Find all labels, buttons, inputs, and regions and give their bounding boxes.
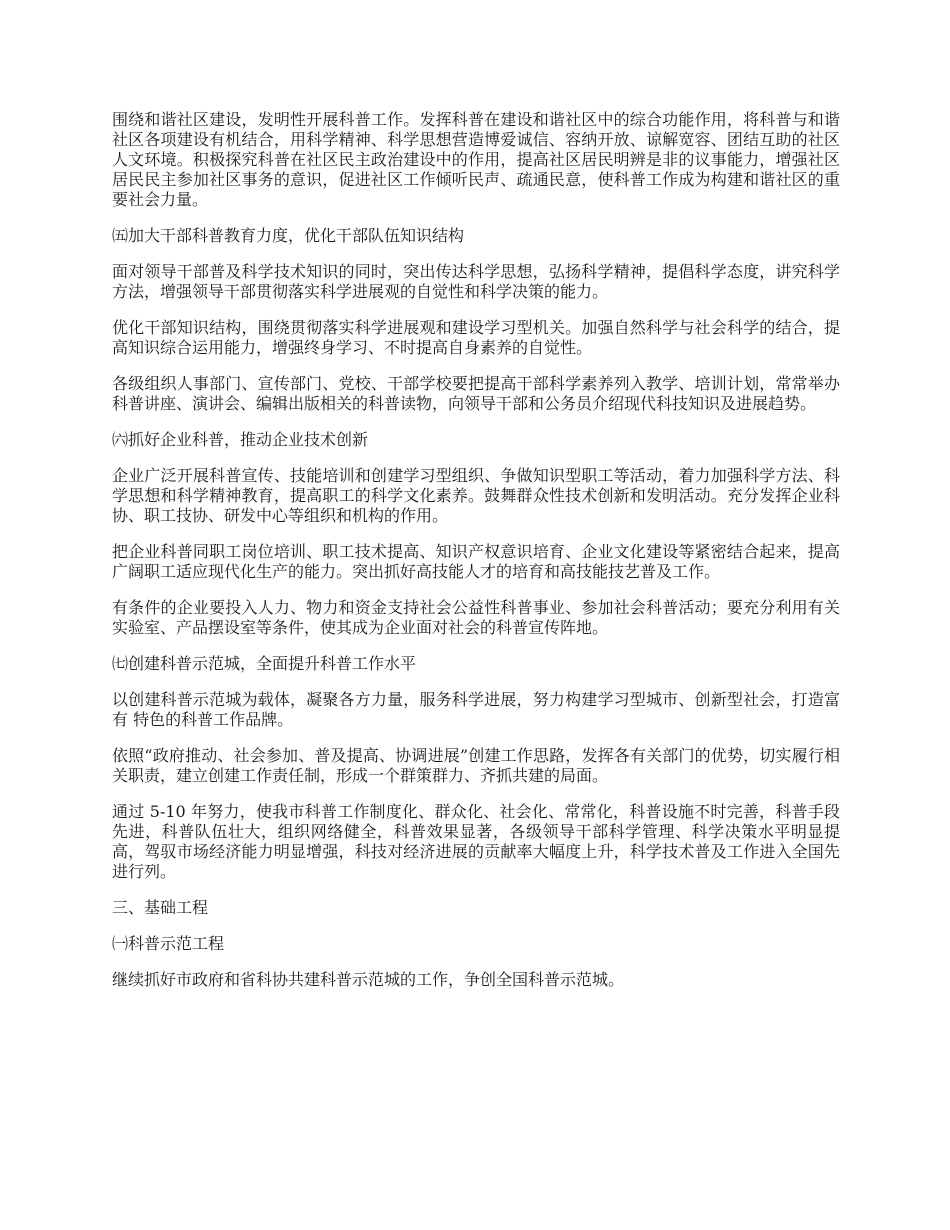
section-heading-1: ㈠科普示范工程 [112, 934, 225, 953]
paragraph-cadre-education: 面对领导干部普及科学技术知识的同时，突出传达科学思想，弘扬科学精神，提倡科学态度，讲究科学方法，增强领导干部贯彻落实科学进展观的自觉性和科学决策的能力。 [112, 262, 840, 301]
paragraph-enterprise-training: 把企业科普同职工岗位培训、职工技术提高、知识产权意识培育、企业文化建设等紧密结合起来，提高广阔职工适应现代化生产的能力。突出抓好高技能人才的培育和高技能技艺普及工作。 [112, 542, 840, 581]
section-heading-5: ㈤加大干部科普教育力度，优化干部队伍知识结构 [112, 226, 465, 245]
paragraph-demo-city: 以创建科普示范城为载体，凝聚各方力量，服务科学进展，努力构建学习型城市、创新型社会，打造富有 特色的科普工作品牌。 [112, 690, 840, 729]
chapter-heading-3: 三、基础工程 [112, 898, 209, 917]
paragraph-community: 围绕和谐社区建设，发明性开展科普工作。发挥科普在建设和谐社区中的综合功能作用，将科普与和谐社区各项建设有机结合，用科学精神、科学思想营造博爱诚信、容纳开放、谅解宽容、团结互助的社区人文环境。积极探究科普在社区民主政治建设中的作用，提高社区居民明辨是非的议事能力，增强社区居民民主参加社区事务的意识，促进社区工作倾听民声、疏通民意，使科普工作成为构建和谐社区的重要社会力量。 [112, 110, 840, 209]
paragraph-cadre-training: 各级组织人事部门、宣传部门、党校、干部学校要把提高干部科学素养列入教学、培训计划，常常举办科普讲座、演讲会、编辑出版相关的科普读物，向领导干部和公务员介绍现代科技知识及进展趋势。 [112, 374, 840, 413]
paragraph-enterprise-activities: 企业广泛开展科普宣传、技能培训和创建学习型组织、争做知识型职工等活动，着力加强科学方法、科学思想和科学精神教育，提高职工的科学文化素养。鼓舞群众性技术创新和发明活动。充分发挥企业科协、职工技协、研发中心等组织和机构的作用。 [112, 466, 840, 525]
paragraph-demo-approach: 依照“政府推动、社会参加、普及提高、协调进展”创建工作思路，发挥各有关部门的优势，切实履行相关职责，建立创建工作责任制，形成一个群策群力、齐抓共建的局面。 [112, 746, 840, 785]
section-heading-6: ㈥抓好企业科普，推动企业技术创新 [112, 430, 369, 449]
section-heading-7: ㈦创建科普示范城，全面提升科普工作水平 [112, 654, 417, 673]
paragraph-enterprise-support: 有条件的企业要投入人力、物力和资金支持社会公益性科普事业、参加社会科普活动；要充分利用有关实验室、产品摆设室等条件，使其成为企业面对社会的科普宣传阵地。 [112, 598, 840, 637]
paragraph-cadre-knowledge: 优化干部知识结构，围绕贯彻落实科学进展观和建设学习型机关。加强自然科学与社会科学的结合，提高知识综合运用能力，增强终身学习、不时提高自身素养的自觉性。 [112, 318, 840, 357]
paragraph-demo-goals: 通过 5-10 年努力，使我市科普工作制度化、群众化、社会化、常常化，科普设施不时完善，科普手段先进，科普队伍壮大，组织网络健全，科普效果显著，各级领导干部科学管理、科学决策水平明显提高，驾驭市场经济能力明显增强，科技对经济进展的贡献率大幅度上升，科学技术普及工作进入全国先进行列。 [112, 802, 840, 881]
paragraph-demo-project: 继续抓好市政府和省科协共建科普示范城的工作，争创全国科普示范城。 [112, 970, 625, 989]
document-body [112, 110, 840, 1006]
